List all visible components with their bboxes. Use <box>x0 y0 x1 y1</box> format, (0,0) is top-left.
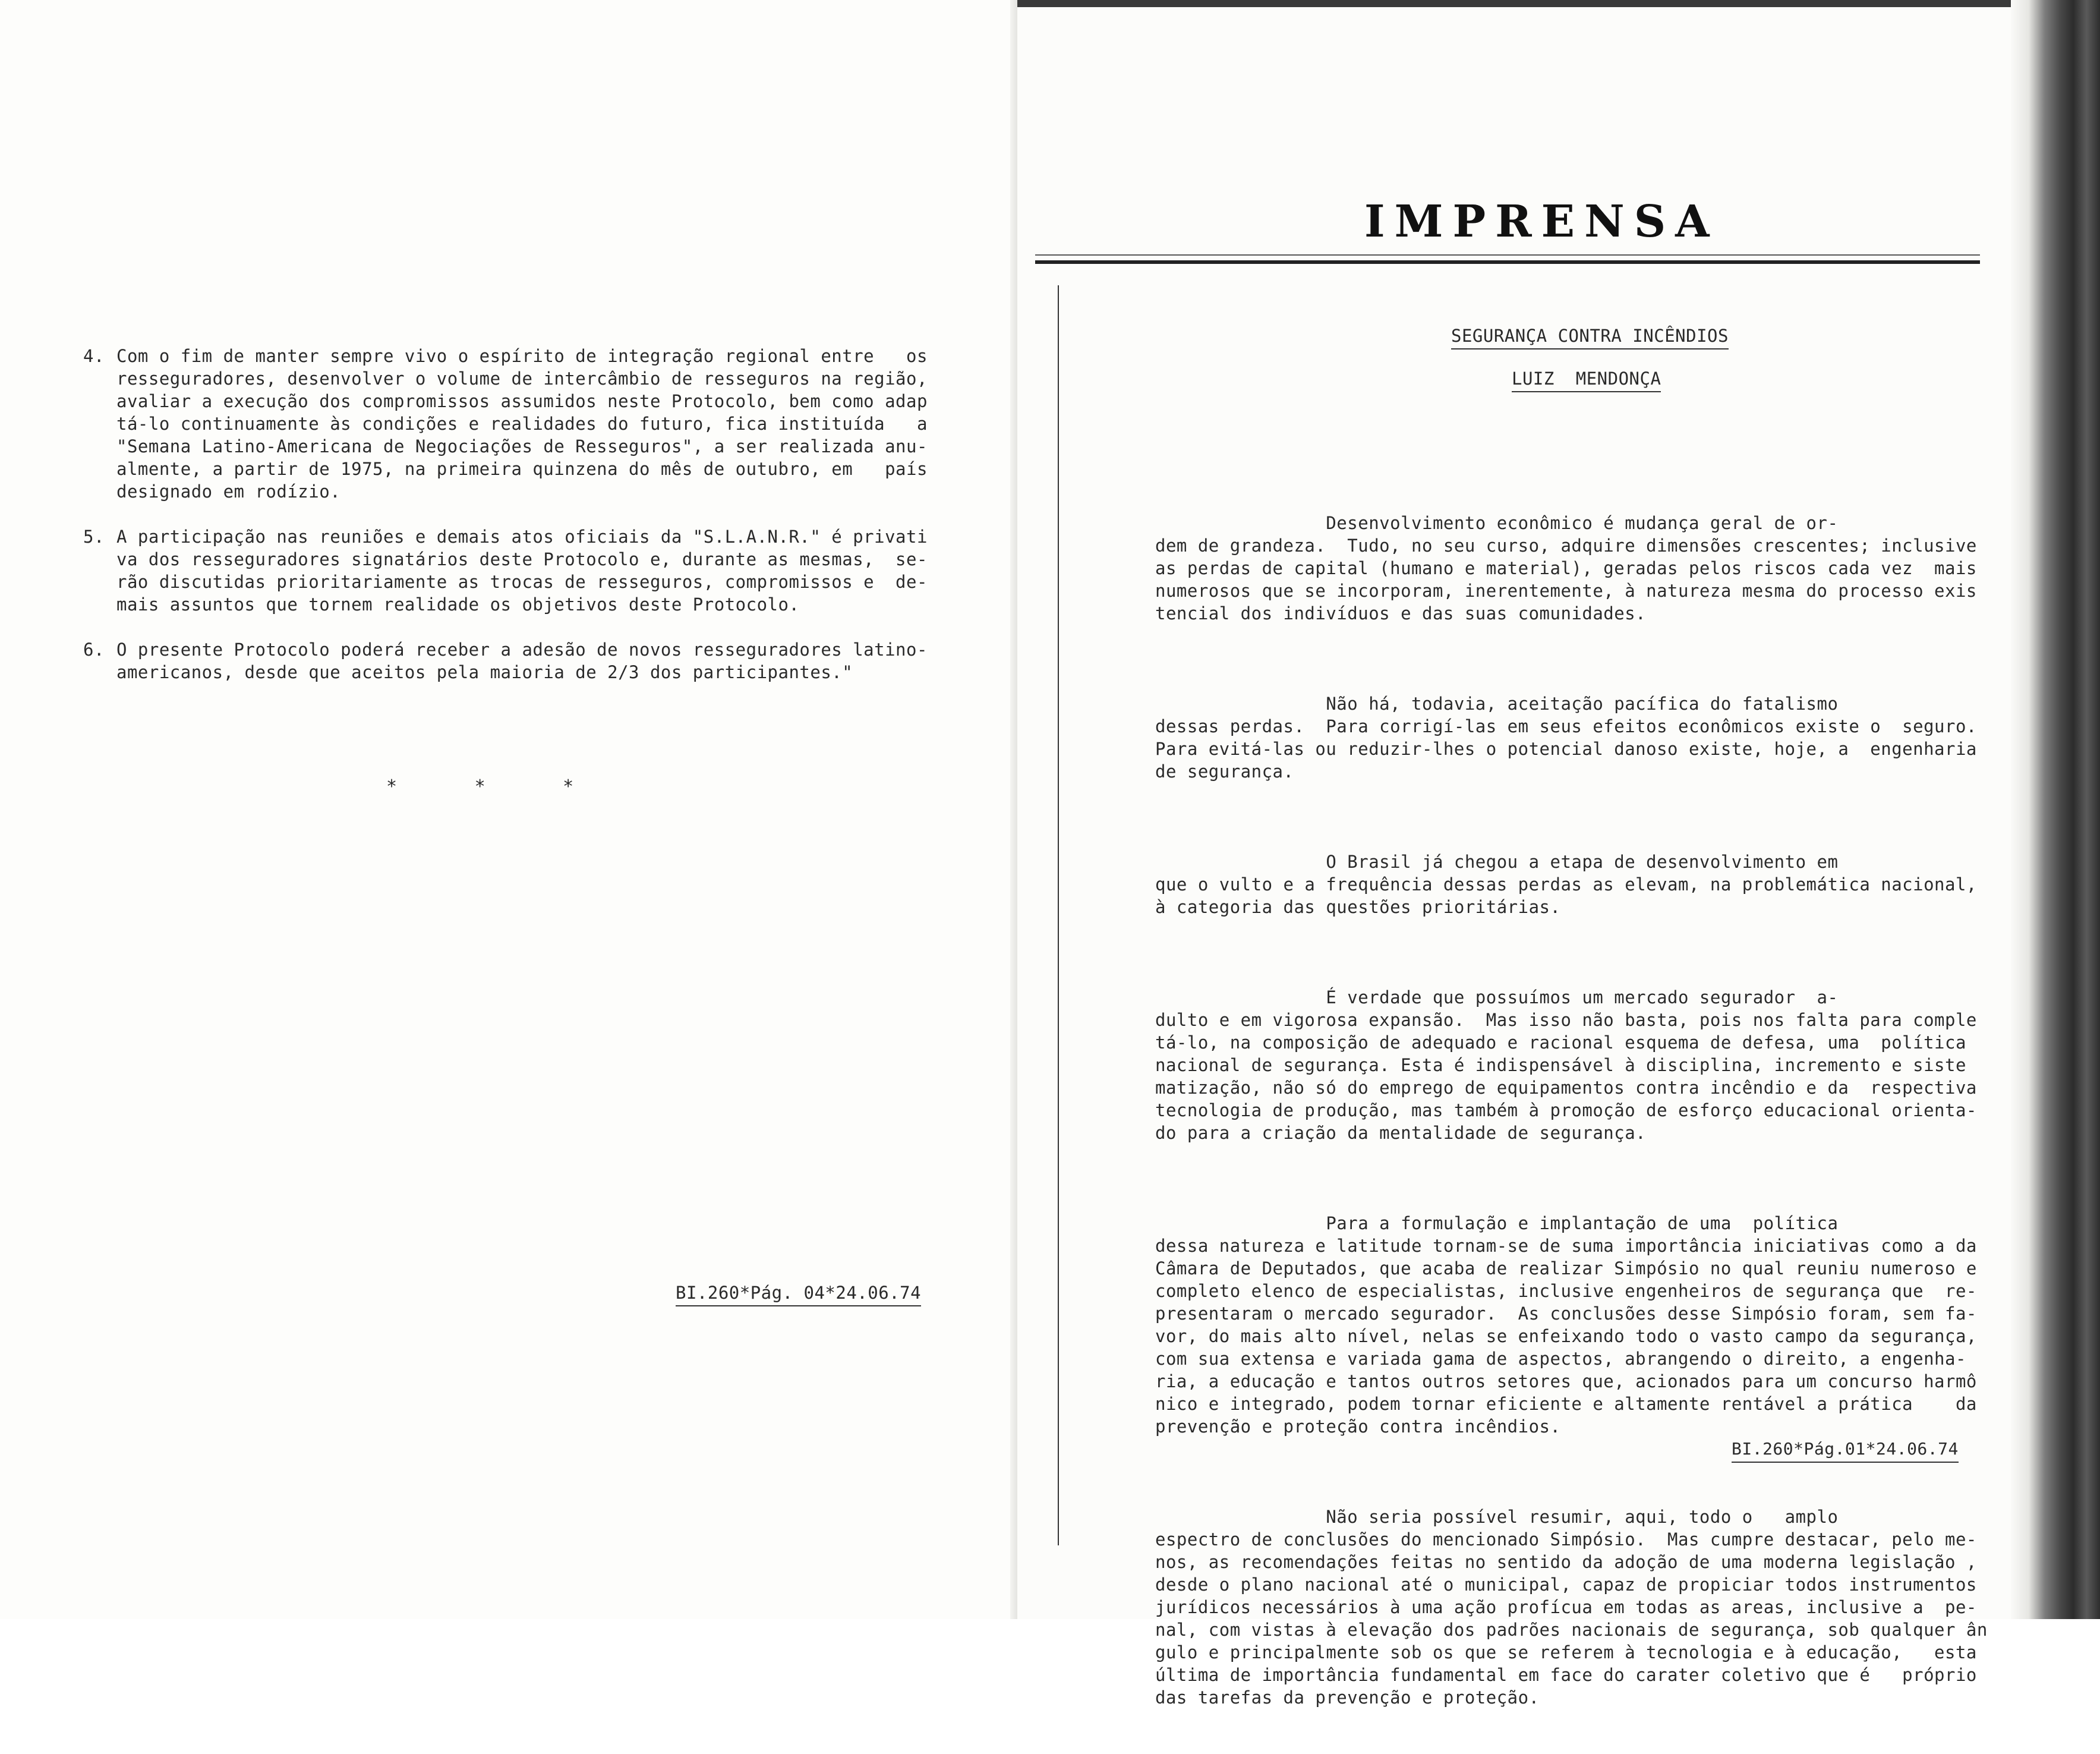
clause-item <box>83 345 933 503</box>
star-mark: * <box>563 776 574 797</box>
star-mark: * <box>386 776 398 797</box>
article-paragraph: Para a formulação e implantação de uma política dessa natureza e latitude tornam-se de suma importância iniciativas como a Câmara de Deputados, que acaba de realizar Simpósio no qual reuniu numeroso completo elenco de especialistas, inclusive engenheiros de segurança que presentaram o mercado segurador. As conclusões desse Simpósio foram, sem vor, do mais alto nível, nelas se enfeixando todo o vasto campo da segurança, com sua extensa e variada gama de aspectos, abrangendo o direito, a engenha- ria, a educação e tantos outros setores que, acionados para um concurso harmô nico e integrado, podem tornar eficiente e altamente rentável a prática prevenção e proteção contra incêndios. <box>1155 1213 1977 1437</box>
clause-text: Com o fim de manter sempre vivo o espírito de integração regional entre os resseguradores, desenvolver o volume de intercâmbio de resseguros na região, avaliar a execução dos compromissos assumidos neste Protocolo, bem como adap tá-lo continuamente às condições e realidades do futuro, fica instituída a "Semana Latino-Americana de Negociações de Resseguros", a ser realizada anu- almente, a partir de 1975, na primeira quinzena do mês de outubro, em país designado em rodízio. <box>116 346 928 502</box>
section-separator-stars <box>386 776 574 798</box>
section-heading: IMPRENSA <box>1364 196 1719 247</box>
article-author: LUIZ MENDONÇA <box>1512 367 1661 392</box>
scan-top-edge <box>1017 0 2100 7</box>
article-body <box>1155 467 1988 1754</box>
clause-number: 5. <box>83 527 105 547</box>
protocol-clauses-list <box>83 345 933 706</box>
clause-item <box>83 638 933 684</box>
clause-number: 6. <box>83 640 105 660</box>
article-paragraph: É verdade que possuímos um mercado segurador a- dulto e em vigorosa expansão. Mas isso não basta, pois nos falta para comple tá-lo, na composição de adequado e racional esquema de defesa, uma política nacional de segurança. Esta é indispensável à disciplina, incremento e siste matização, não só do emprego de equipamentos contra incêndio e da respectiva tecnologia de produção, mas também à promoção de esforço educacional orienta- do para a criação da mentalidade de segurança. <box>1155 987 1977 1143</box>
article-paragraph: Não há, todavia, aceitação pacífica do fatalismo dessas perdas. Para corrigí-las em seus efeitos econômicos existe o seguro. Para evitá-las ou reduzir-lhes o potencial danoso existe, hoje, a engenharia de segurança. <box>1155 694 1977 782</box>
left-page <box>0 0 1017 1619</box>
left-page-footer: BI.260*Pág. 04*24.06.74 <box>676 1281 921 1306</box>
scan-right-edge <box>2011 0 2100 1619</box>
clause-item <box>83 525 933 616</box>
article-paragraph: Não seria possível resumir, aqui, todo o amplo espectro de conclusões do mencionado Simpósio. Mas cumpre destacar, pelo nos, as recomendações feitas no sentido da adoção de uma moderna legislação desde o plano nacional até o municipal, capaz de propiciar todos instrumentos jurídicos necessários à uma ação profícua em todas as areas, inclusive a nal, com vistas à elevação dos padrões nacionais de segurança, sob qualquer ân gulo e principalmente sob os que se referem à tecnologia e à educação, esta última de importância fundamental em face do carater coletivo que é próprio das tarefas da prevenção e proteção. <box>1155 1507 1988 1708</box>
heading-rule <box>1035 260 1980 264</box>
clause-text: O presente Protocolo poderá receber a adesão de novos resseguradores latino- americanos, desde que aceitos pela maioria de 2/3 dos participantes." <box>116 640 928 682</box>
clause-text: A participação nas reuniões e demais atos oficiais da "S.L.A.N.R." é privati va dos resseguradores signatários deste Protocolo e, durante as mesmas, se- rão discutidas prioritariamente as trocas de resseguros, compromissos e de- mais assuntos que tornem realidade os objetivos deste Protocolo. <box>116 527 928 615</box>
article-title: SEGURANÇA CONTRA INCÊNDIOS <box>1451 325 1729 349</box>
article-paragraph: O Brasil já chegou a etapa de desenvolvimento em que o vulto e a frequência dessas perdas as elevam, na problemática nacional, à categoria das questões prioritárias. <box>1155 852 1977 917</box>
right-page-footer: BI.260*Pág.01*24.06.74 <box>1732 1438 1959 1463</box>
clause-number: 4. <box>83 346 105 366</box>
margin-line <box>1058 285 1059 1545</box>
heading-rule-thin <box>1035 254 1980 256</box>
star-mark: * <box>474 776 486 797</box>
article-paragraph: Desenvolvimento econômico é mudança geral de or- dem de grandeza. Tudo, no seu curso, adquire dimensões crescentes; inclusive as perdas de capital (humano e material), geradas pelos riscos cada vez mais numerosos que se incorporam, inerentemente, à natureza mesma do processo exis tencial dos indivíduos e das suas comunidades. <box>1155 513 1977 623</box>
